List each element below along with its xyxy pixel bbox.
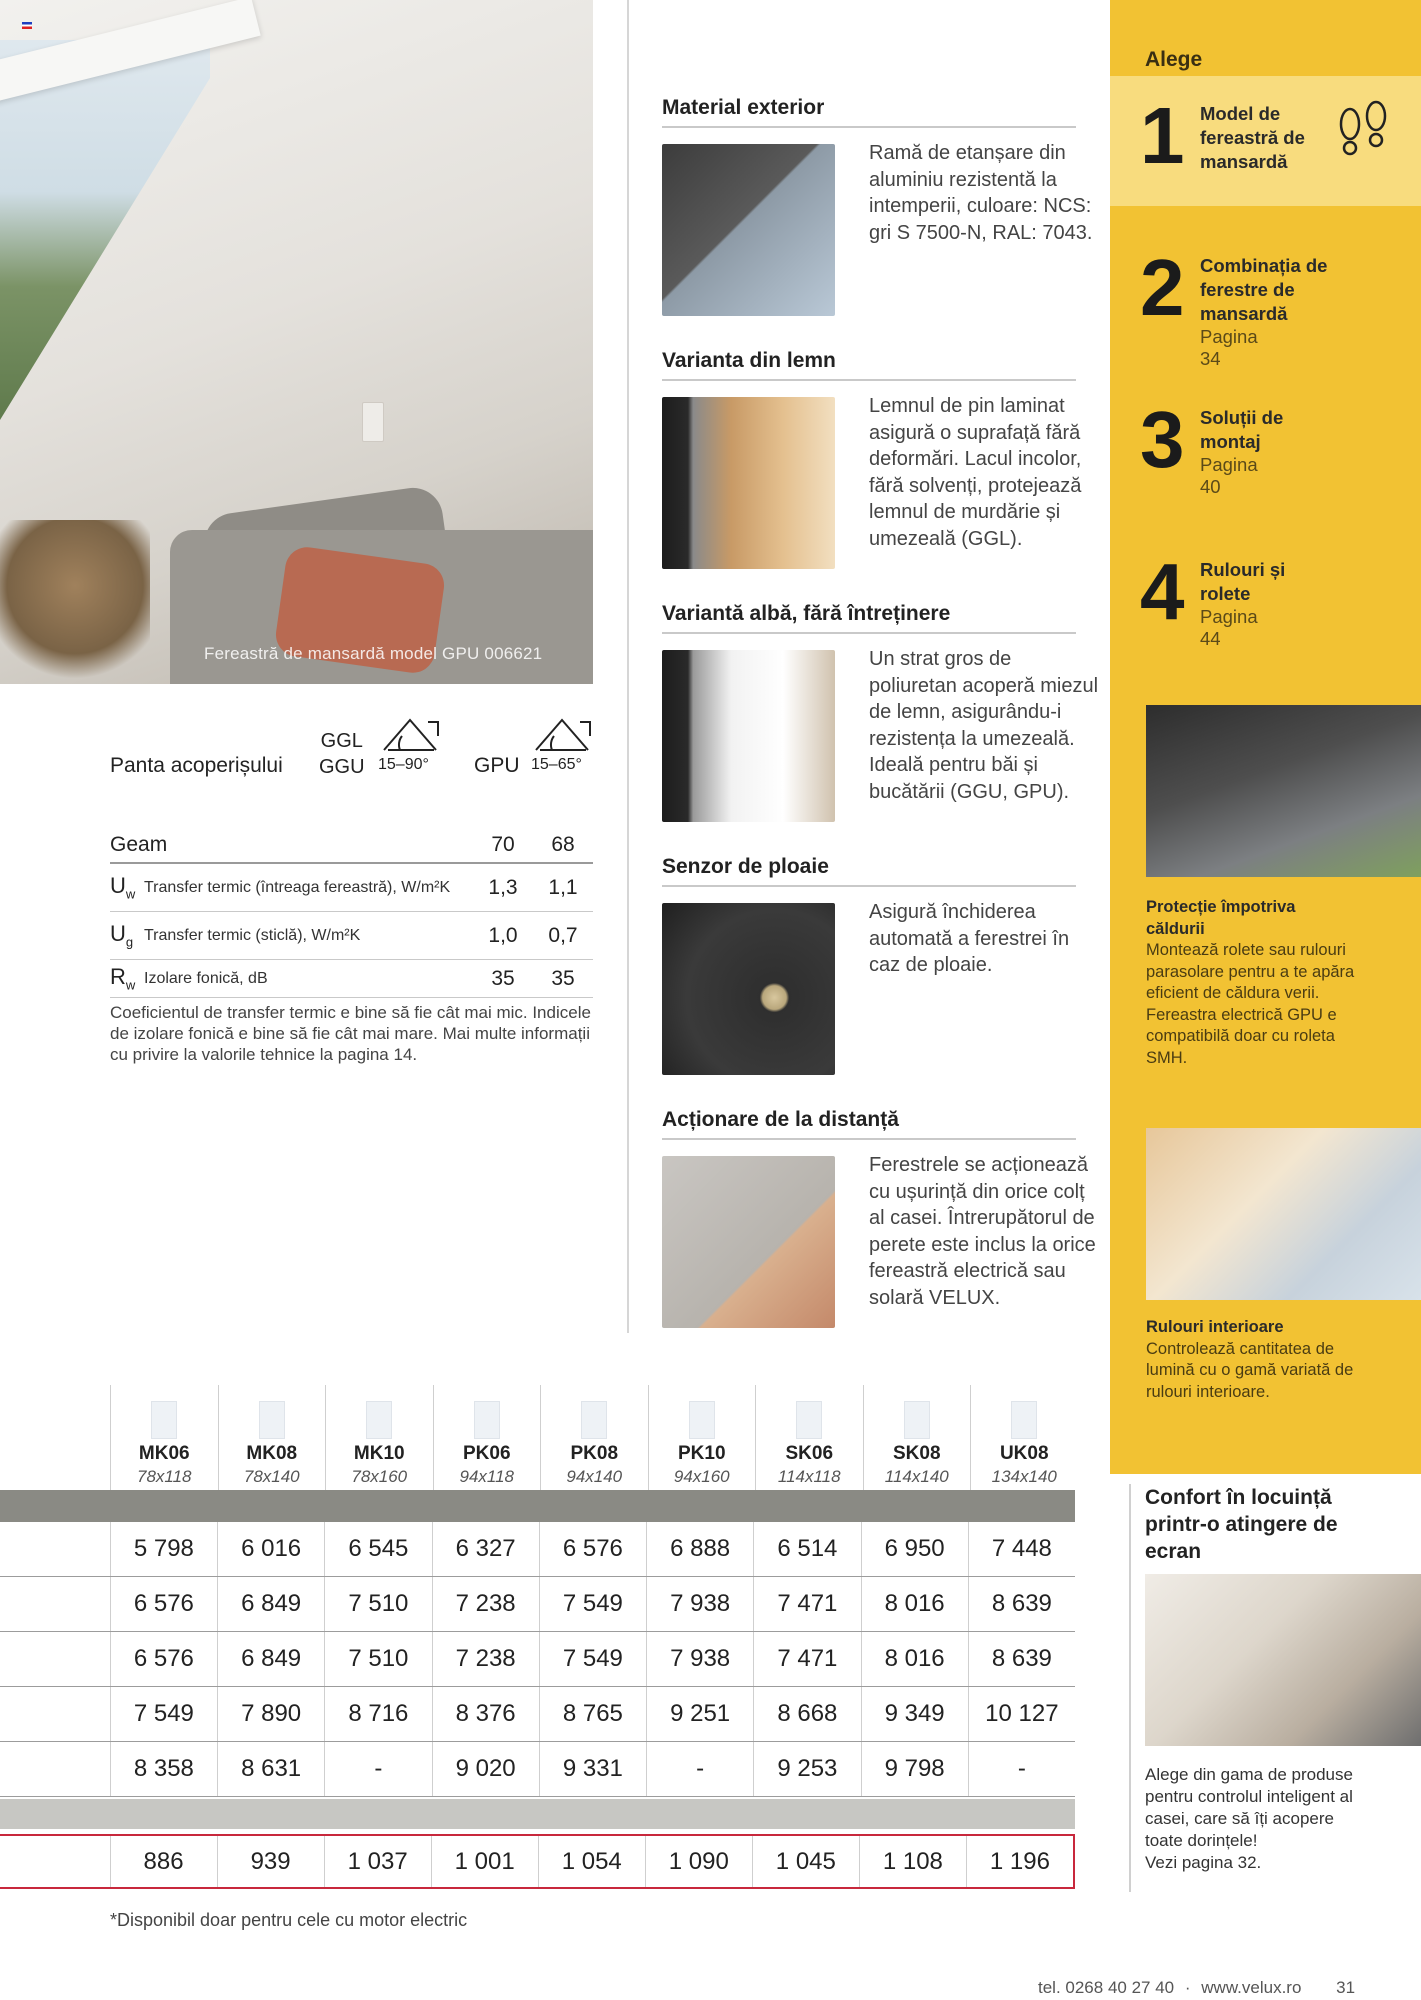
- size-col: [218, 1385, 326, 1490]
- feature-white: [662, 602, 1099, 855]
- price-cell: 8 376: [432, 1687, 539, 1741]
- price-cell: 6 514: [753, 1522, 860, 1576]
- price-cell: 6 576: [110, 1632, 217, 1686]
- protect-text: Montează rolete sau rulouri parasolare pentru a te apăra eficient de căldura verii. Fereastra electrică GPU e compatibilă doar cu roleta SMH.: [1146, 941, 1355, 1067]
- spec-symbol: $U_w$: [110, 873, 136, 902]
- feature-image: [662, 650, 835, 822]
- price-cell: 9 251: [646, 1687, 753, 1741]
- window-size-icon: [1011, 1401, 1037, 1439]
- feature-title: Variantă albă, fără întreținere: [662, 602, 1076, 634]
- interior-text: Controlează cantitatea de lumină cu o gamă variată de rulouri interioare.: [1146, 1339, 1354, 1401]
- price-cell: 8 016: [861, 1632, 968, 1686]
- price-cell: 7 549: [539, 1577, 646, 1631]
- size-col: [110, 1385, 218, 1490]
- feature-text: Un strat gros de poliuretan acoperă miezul de lemn, asigurându-i rezistența la umezeală. Ideală pentru băi și bucătării (GGU, GPU).: [869, 648, 1099, 803]
- protect-title: Protecție împotriva căldurii: [1146, 898, 1296, 938]
- size-col: [755, 1385, 863, 1490]
- price-cell: 1 196: [966, 1836, 1073, 1887]
- price-row: [0, 1522, 1075, 1577]
- price-cell: 8 631: [217, 1742, 324, 1796]
- window-view: [0, 40, 210, 420]
- step-title: Combinația de ferestre de mansardă: [1200, 255, 1328, 324]
- price-row: [0, 1687, 1075, 1742]
- feature-wood: [662, 349, 1082, 602]
- feature-text: Asigură închiderea automată a ferestrei în caz de ploaie.: [869, 901, 1070, 976]
- size-code: MK10: [353, 1443, 405, 1464]
- feature-text: Ramă de etanșare din aluminiu rezistentă la intemperii, culoare: NCS: gri S 7500-N, RAL: 7043.: [869, 142, 1093, 244]
- price-cell: 7 510: [324, 1632, 431, 1686]
- price-cell: -: [968, 1742, 1075, 1796]
- window-size-icon: [796, 1401, 822, 1439]
- size-code: PK10: [677, 1443, 726, 1464]
- price-cell: 1 090: [645, 1836, 752, 1887]
- window-size-icon: [904, 1401, 930, 1439]
- confort-block: [1145, 1764, 1365, 1874]
- size-col: [863, 1385, 971, 1490]
- step-page[interactable]: Pagina 34: [1200, 326, 1258, 369]
- price-cell: 7 471: [753, 1577, 860, 1631]
- feature-title: Varianta din lemn: [662, 349, 1076, 381]
- price-cell: 7 549: [539, 1632, 646, 1686]
- step-number: 1: [1140, 91, 1185, 180]
- size-dim: 114x118: [777, 1467, 841, 1486]
- spec-value: 70: [491, 833, 515, 856]
- flag-icon: [22, 22, 32, 29]
- price-cell: 9 331: [539, 1742, 646, 1796]
- price-row: [0, 1742, 1075, 1797]
- spec-symbol: $R_w$: [110, 964, 136, 993]
- size-dim: 114x140: [884, 1467, 949, 1486]
- confort-title: Confort în locuință printr-o atingere de ecran: [1145, 1486, 1338, 1563]
- size-col: [648, 1385, 756, 1490]
- size-col: [540, 1385, 648, 1490]
- price-cell: 6 888: [646, 1522, 753, 1576]
- price-cell: 8 639: [968, 1632, 1075, 1686]
- price-cell: 9 020: [432, 1742, 539, 1796]
- model-ggu: GGU: [319, 756, 365, 778]
- roof-slope-icon: [382, 716, 440, 752]
- table-header-band: [0, 1490, 1075, 1522]
- size-code: PK06: [462, 1443, 511, 1464]
- price-cell: 6 849: [217, 1632, 324, 1686]
- price-cell: 7 938: [646, 1577, 753, 1631]
- size-dim: 94x160: [673, 1467, 730, 1486]
- size-code: MK08: [246, 1443, 298, 1464]
- price-cell: 7 238: [432, 1632, 539, 1686]
- size-col: [433, 1385, 541, 1490]
- interior-block: [1146, 1317, 1356, 1403]
- footer-phone[interactable]: tel. 0268 40 27 40: [1038, 1978, 1175, 1997]
- spec-table: [110, 720, 593, 998]
- price-cell: 1 108: [859, 1836, 966, 1887]
- price-cell: 1 001: [431, 1836, 538, 1887]
- smartphone-photo: [1145, 1574, 1421, 1746]
- feature-image: [662, 397, 835, 569]
- size-dim: 78x118: [136, 1467, 192, 1486]
- spec-label: Transfer termic (sticlă), W/m²K: [144, 926, 361, 944]
- size-header: [110, 1385, 1078, 1490]
- price-row: [0, 1632, 1075, 1687]
- spec-row-uw: [110, 864, 593, 912]
- feature-remote: [662, 1108, 1096, 1361]
- feature-title: Senzor de ploaie: [662, 855, 1076, 887]
- price-cell: 7 448: [968, 1522, 1075, 1576]
- price-row: [0, 1577, 1075, 1632]
- size-code: UK08: [999, 1443, 1049, 1464]
- step-title: Model de fereastră de mansardă: [1200, 103, 1305, 172]
- price-cell: 6 576: [110, 1577, 217, 1631]
- price-cell: 6 327: [432, 1522, 539, 1576]
- price-cell: 8 765: [539, 1687, 646, 1741]
- step-number: 3: [1140, 395, 1185, 484]
- spec-label: Transfer termic (întreaga fereastră), W/m²K: [144, 878, 451, 896]
- feature-rain-sensor: [662, 855, 1076, 1108]
- interior-title: Rulouri interioare: [1146, 1318, 1284, 1336]
- spec-value: 1,1: [548, 875, 578, 899]
- sidebar-heading: Alege: [1145, 48, 1203, 71]
- page-number: 31: [1336, 1978, 1356, 1997]
- footer-separator: ·: [1184, 1978, 1191, 1997]
- price-cell: 9 349: [861, 1687, 968, 1741]
- footnote: *Disponibil doar pentru cele cu motor electric: [110, 1910, 468, 1930]
- price-cell: 8 716: [324, 1687, 431, 1741]
- price-cell: 8 358: [110, 1742, 217, 1796]
- feature-title: Material exterior: [662, 96, 1076, 128]
- price-cell: 5 798: [110, 1522, 217, 1576]
- step-page[interactable]: Pagina 44: [1200, 606, 1258, 649]
- feature-text: Lemnul de pin laminat asigură o suprafață fără deformări. Lacul incolor, fără solvenți, protejează lemnul de murdărie și umezeală (GGL).: [869, 395, 1082, 550]
- price-cell: 6 576: [539, 1522, 646, 1576]
- price-cell: 7 938: [646, 1632, 753, 1686]
- sidebar: [1110, 0, 1421, 1474]
- window-size-icon: [366, 1401, 392, 1439]
- price-cell: 7 890: [217, 1687, 324, 1741]
- spec-value: 68: [551, 833, 575, 856]
- window-size-icon: [151, 1401, 177, 1439]
- size-dim: 78x160: [351, 1467, 408, 1486]
- model-ggl: GGL: [320, 730, 363, 752]
- price-cell: 7 549: [110, 1687, 217, 1741]
- spec-value: 1,3: [488, 875, 518, 899]
- price-cell: 6 950: [861, 1522, 968, 1576]
- feature-image: [662, 903, 835, 1075]
- price-cell: -: [324, 1742, 431, 1796]
- spec-row-geam: [110, 828, 593, 864]
- roof-slope-icon: [534, 716, 592, 752]
- wall-switch: [362, 402, 384, 442]
- price-cell: 7 238: [432, 1577, 539, 1631]
- column-divider: [627, 0, 629, 1333]
- price-cell: 886: [110, 1836, 217, 1887]
- price-cell: 9 798: [861, 1742, 968, 1796]
- page-footer: [1038, 1978, 1355, 1998]
- table-separator-band: [0, 1799, 1075, 1829]
- spec-note: Coeficientul de transfer termic e bine să fie cât mai mic. Indicele de izolare fonică e bine să fie cât mai mare. Mai multe informații cu privire la valorile tehnice la pagina 14.: [110, 1003, 591, 1064]
- size-dim: 94x140: [566, 1467, 623, 1486]
- window-size-icon: [474, 1401, 500, 1439]
- step-number: 2: [1140, 243, 1185, 332]
- feature-exterior: [662, 96, 1093, 349]
- size-dim: 78x140: [243, 1467, 300, 1486]
- feature-image: [662, 1156, 835, 1328]
- price-cell: 939: [217, 1836, 324, 1887]
- price-cell: -: [646, 1742, 753, 1796]
- range-2: 15–65°: [531, 756, 582, 773]
- price-cell: 9 253: [753, 1742, 860, 1796]
- window-size-icon: [259, 1401, 285, 1439]
- size-col: [970, 1385, 1078, 1490]
- size-code: PK08: [570, 1443, 619, 1464]
- price-cell: 1 037: [324, 1836, 431, 1887]
- spec-value: 35: [551, 966, 575, 990]
- window-size-icon: [581, 1401, 607, 1439]
- roller-shutter-photo: [1146, 705, 1421, 877]
- model-gpu: GPU: [474, 754, 520, 777]
- feature-title: Acționare de la distanță: [662, 1108, 1076, 1140]
- feature-text: Ferestrele se acționează cu ușurință din orice colț al casei. Întrerupătorul de perete este inclus la orice fereastră electrică sau solară VELUX.: [869, 1154, 1096, 1309]
- price-cell: 6 016: [217, 1522, 324, 1576]
- step-title: Soluții de montaj: [1200, 407, 1284, 452]
- price-cell: 10 127: [968, 1687, 1075, 1741]
- confort-divider: [1129, 1484, 1131, 1892]
- price-cell: 6 849: [217, 1577, 324, 1631]
- spec-value: 1,0: [488, 923, 518, 947]
- plant: [0, 520, 150, 684]
- price-cell: 1 045: [752, 1836, 859, 1887]
- spec-value: 0,7: [548, 923, 578, 947]
- hero-photo: [0, 0, 593, 684]
- window-size-icon: [689, 1401, 715, 1439]
- confort-link[interactable]: Vezi pagina 32.: [1145, 1853, 1262, 1872]
- interior-blind-photo: [1146, 1128, 1421, 1300]
- spec-header: [110, 720, 593, 788]
- protect-block: [1146, 897, 1356, 1069]
- confort-text: Alege din gama de produse pentru controlul inteligent al casei, care să îți acopere toate dorințele!: [1145, 1765, 1353, 1850]
- step-number: 4: [1140, 547, 1185, 636]
- price-cell: 8 016: [861, 1577, 968, 1631]
- price-cell: 1 054: [538, 1836, 645, 1887]
- step-page[interactable]: Pagina 40: [1200, 454, 1258, 497]
- spec-value: 35: [491, 966, 515, 990]
- spec-label: Izolare fonică, dB: [144, 969, 268, 987]
- price-cell: 6 545: [324, 1522, 431, 1576]
- highlight-row: [0, 1834, 1075, 1889]
- price-cell: 7 471: [753, 1632, 860, 1686]
- size-dim: 134x140: [991, 1467, 1057, 1486]
- hero-caption: Fereastră de mansardă model GPU 006621: [204, 644, 543, 663]
- step-title: Rulouri și rolete: [1200, 559, 1286, 604]
- size-code: SK06: [785, 1443, 834, 1464]
- spec-label: Geam: [110, 833, 168, 856]
- size-code: SK08: [892, 1443, 941, 1464]
- spec-symbol: $U_g$: [110, 921, 134, 950]
- footprints-icon: [1328, 100, 1398, 170]
- range-1: 15–90°: [378, 756, 429, 773]
- price-cell: 8 639: [968, 1577, 1075, 1631]
- price-cell: 7 510: [324, 1577, 431, 1631]
- spec-row-ug: [110, 912, 593, 960]
- price-cell: 8 668: [753, 1687, 860, 1741]
- size-dim: 94x118: [459, 1467, 514, 1486]
- spec-row-rw: [110, 960, 593, 998]
- model-group-1: [319, 728, 365, 780]
- feature-image: [662, 144, 835, 316]
- size-code: MK06: [138, 1443, 190, 1464]
- footer-site[interactable]: www.velux.ro: [1201, 1978, 1302, 1997]
- slope-label: Panta acoperișului: [110, 754, 283, 777]
- size-col: [325, 1385, 433, 1490]
- feature-list: [662, 96, 1099, 1361]
